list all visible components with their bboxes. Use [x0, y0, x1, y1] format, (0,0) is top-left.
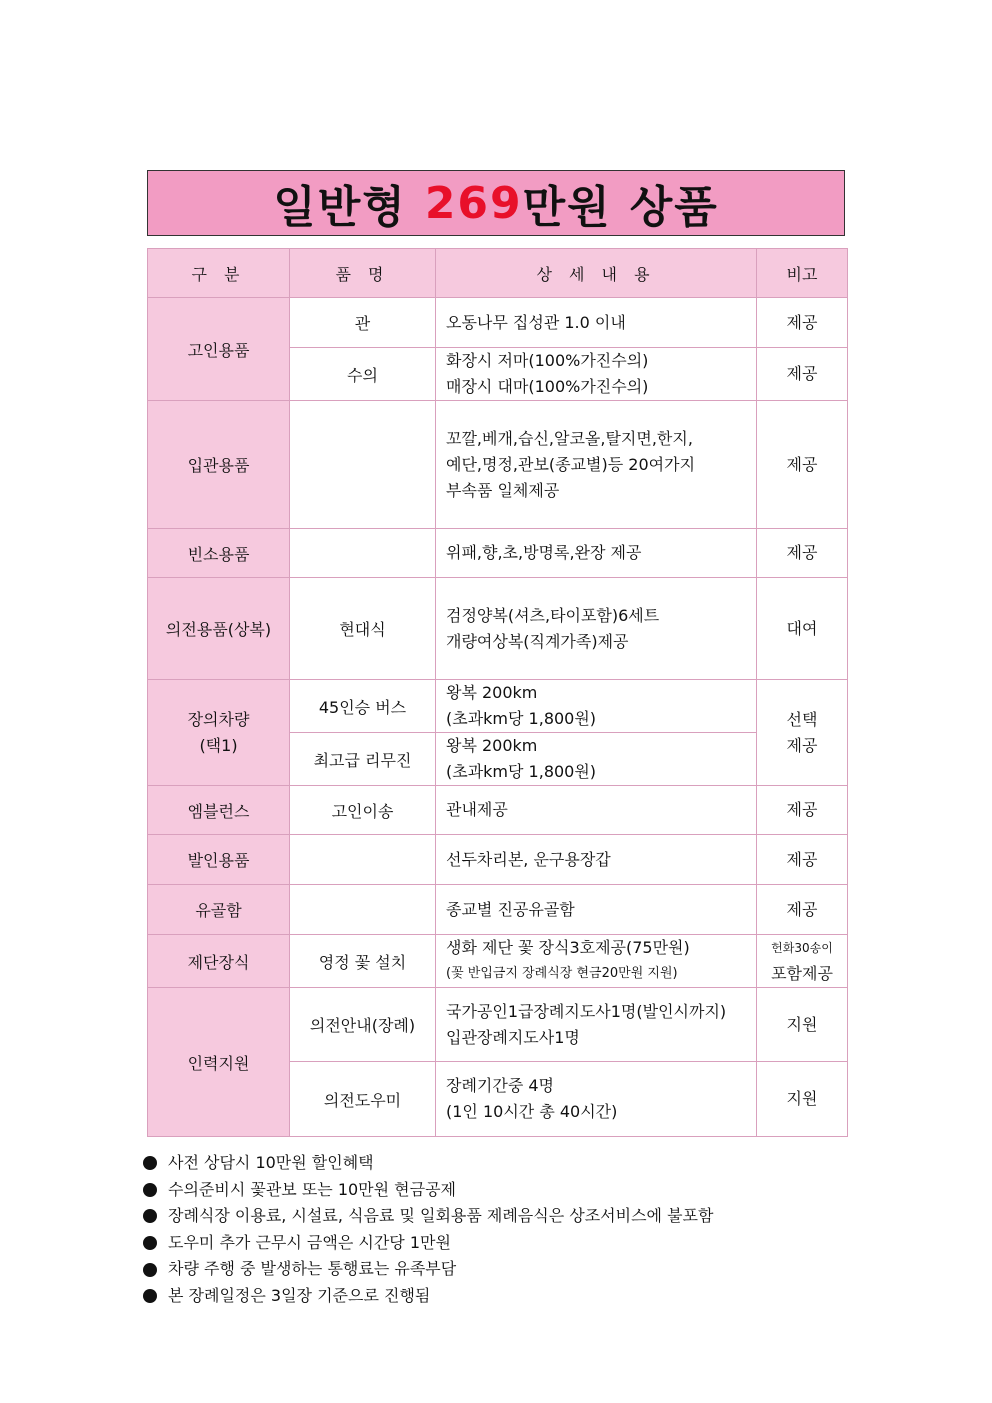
detail-line: (초과km당 1,800원): [446, 709, 597, 728]
note-text: 도우미 추가 근무시 금액은 시간당 1만원: [168, 1232, 451, 1252]
note-mourning: 대여: [757, 578, 848, 680]
header-note: 비고: [757, 249, 848, 298]
detail-line: 꼬깔,베개,습신,알코올,탈지면,한지,: [446, 428, 693, 448]
table-row: [148, 578, 848, 680]
bullet-icon: [143, 1263, 157, 1277]
detail-mourning: [436, 578, 757, 680]
category-line: 장의차량: [187, 709, 250, 729]
item-altar-decor: 영정 꽃 설치: [290, 935, 436, 988]
note-director: 지원: [757, 988, 848, 1062]
detail-line: 장례기간중 4명: [446, 1076, 555, 1095]
note-text: 장례식장 이용료, 시설료, 식음료 및 일회용품 제례음식은 상조서비스에 불포함: [168, 1206, 714, 1226]
detail-departure: 선두차리본, 운구용장갑: [436, 835, 757, 885]
category-vehicle: [148, 680, 290, 786]
note-line: 선택: [786, 709, 818, 729]
title-price: 269: [424, 177, 523, 229]
list-item: [143, 1230, 713, 1257]
detail-line: (초과km당 1,800원): [446, 762, 597, 781]
list-item: [143, 1203, 713, 1230]
item-helper: 의전도우미: [290, 1062, 436, 1137]
detail-line: (1인 10시간 총 40시간): [446, 1102, 618, 1121]
note-text: 사전 상담시 10만원 할인혜택: [168, 1153, 374, 1172]
title-product: 상품: [629, 182, 719, 233]
title-prefix: 일반형: [273, 182, 407, 233]
category-deceased-goods: 고인용품: [148, 298, 290, 401]
item-limo: 최고급 리무진: [290, 733, 436, 786]
note-altar-decor: [757, 935, 848, 988]
detail-line: 예단,명정,관보(종교별)등 20여가지: [446, 454, 696, 474]
note-text: 본 장례일정은 3일장 기준으로 진행됨: [168, 1285, 431, 1305]
note-line: 헌화30송이: [771, 941, 833, 955]
bullet-icon: [143, 1183, 157, 1197]
bullet-icon: [143, 1289, 157, 1303]
item-bus: 45인승 버스: [290, 680, 436, 733]
category-ambulance: 엠블런스: [148, 786, 290, 835]
bullet-icon: [143, 1209, 157, 1223]
detail-line: 입관장례지도사1명: [446, 1027, 580, 1047]
table-header-row: [148, 249, 848, 298]
notes-list: [143, 1150, 713, 1310]
bullet-icon: [143, 1156, 157, 1170]
detail-encoffin: [436, 401, 757, 529]
table-row: [148, 680, 848, 733]
note-line: 제공: [786, 735, 818, 755]
detail-helper: [436, 1062, 757, 1137]
title-suffix: 만원: [522, 182, 612, 233]
table-row: [148, 401, 848, 529]
list-item: [143, 1256, 713, 1283]
category-encoffin: 입관용품: [148, 401, 290, 529]
table-row: [148, 786, 848, 835]
table-row: [148, 835, 848, 885]
detail-line: 부속품 일체제공: [446, 480, 560, 500]
category-altar: 빈소용품: [148, 529, 290, 578]
list-item: [143, 1177, 713, 1204]
detail-line: 화장시 저마(100%가진수의): [446, 351, 649, 370]
note-ambulance: 제공: [757, 786, 848, 835]
note-text: 수의준비시 꽃관보 또는 10만원 현금공제: [168, 1179, 456, 1199]
note-helper: 지원: [757, 1062, 848, 1137]
note-line: 포함제공: [771, 964, 833, 983]
category-urn: 유골함: [148, 885, 290, 935]
category-line: (택1): [199, 735, 238, 755]
note-departure: 제공: [757, 835, 848, 885]
note-coffin: 제공: [757, 298, 848, 348]
category-mourning: 의전용품(상복): [148, 578, 290, 680]
detail-line: (꽃 반입금지 장례식장 현금20만원 지원): [446, 966, 678, 981]
list-item: [143, 1150, 713, 1177]
page-title: [147, 170, 845, 236]
detail-bus: [436, 680, 757, 733]
header-item: 품 명: [290, 249, 436, 298]
note-vehicle: [757, 680, 848, 786]
detail-line: 매장시 대마(100%가진수의): [446, 377, 649, 396]
detail-line: 왕복 200km: [446, 683, 538, 702]
category-altar-decor: 제단장식: [148, 935, 290, 988]
detail-limo: [436, 733, 757, 786]
item-director: 의전안내(장례): [290, 988, 436, 1062]
item-empty: [290, 885, 436, 935]
category-departure: 발인용품: [148, 835, 290, 885]
header-category: 구 분: [148, 249, 290, 298]
service-table: [147, 248, 848, 1137]
note-altar: 제공: [757, 529, 848, 578]
table-row: [148, 298, 848, 348]
detail-altar-decor: [436, 935, 757, 988]
table-row: [148, 885, 848, 935]
detail-coffin: 오동나무 집성관 1.0 이내: [436, 298, 757, 348]
detail-altar: 위패,향,초,방명록,완장 제공: [436, 529, 757, 578]
item-mourning: 현대식: [290, 578, 436, 680]
item-empty: [290, 401, 436, 529]
category-staff: 인력지원: [148, 988, 290, 1137]
header-detail: 상 세 내 용: [436, 249, 757, 298]
item-shroud: 수의: [290, 348, 436, 401]
note-shroud: 제공: [757, 348, 848, 401]
item-empty: [290, 529, 436, 578]
detail-line: 생화 제단 꽃 장식3호제공(75만원): [446, 938, 690, 957]
table-row: [148, 935, 848, 988]
detail-line: 검정양복(셔츠,타이포함)6세트: [446, 605, 660, 625]
detail-urn: 종교별 진공유골함: [436, 885, 757, 935]
detail-ambulance: 관내제공: [436, 786, 757, 835]
note-urn: 제공: [757, 885, 848, 935]
note-text: 차량 주행 중 발생하는 통행료는 유족부담: [168, 1259, 457, 1279]
bullet-icon: [143, 1236, 157, 1250]
note-encoffin: 제공: [757, 401, 848, 529]
list-item: [143, 1283, 713, 1310]
item-empty: [290, 835, 436, 885]
table-row: [148, 988, 848, 1062]
item-ambulance: 고인이송: [290, 786, 436, 835]
detail-shroud: [436, 348, 757, 401]
detail-director: [436, 988, 757, 1062]
table-row: [148, 529, 848, 578]
detail-line: 왕복 200km: [446, 736, 538, 755]
item-coffin: 관: [290, 298, 436, 348]
detail-line: 국가공인1급장례지도사1명(발인시까지): [446, 1001, 727, 1021]
detail-line: 개량여상복(직계가족)제공: [446, 631, 629, 651]
